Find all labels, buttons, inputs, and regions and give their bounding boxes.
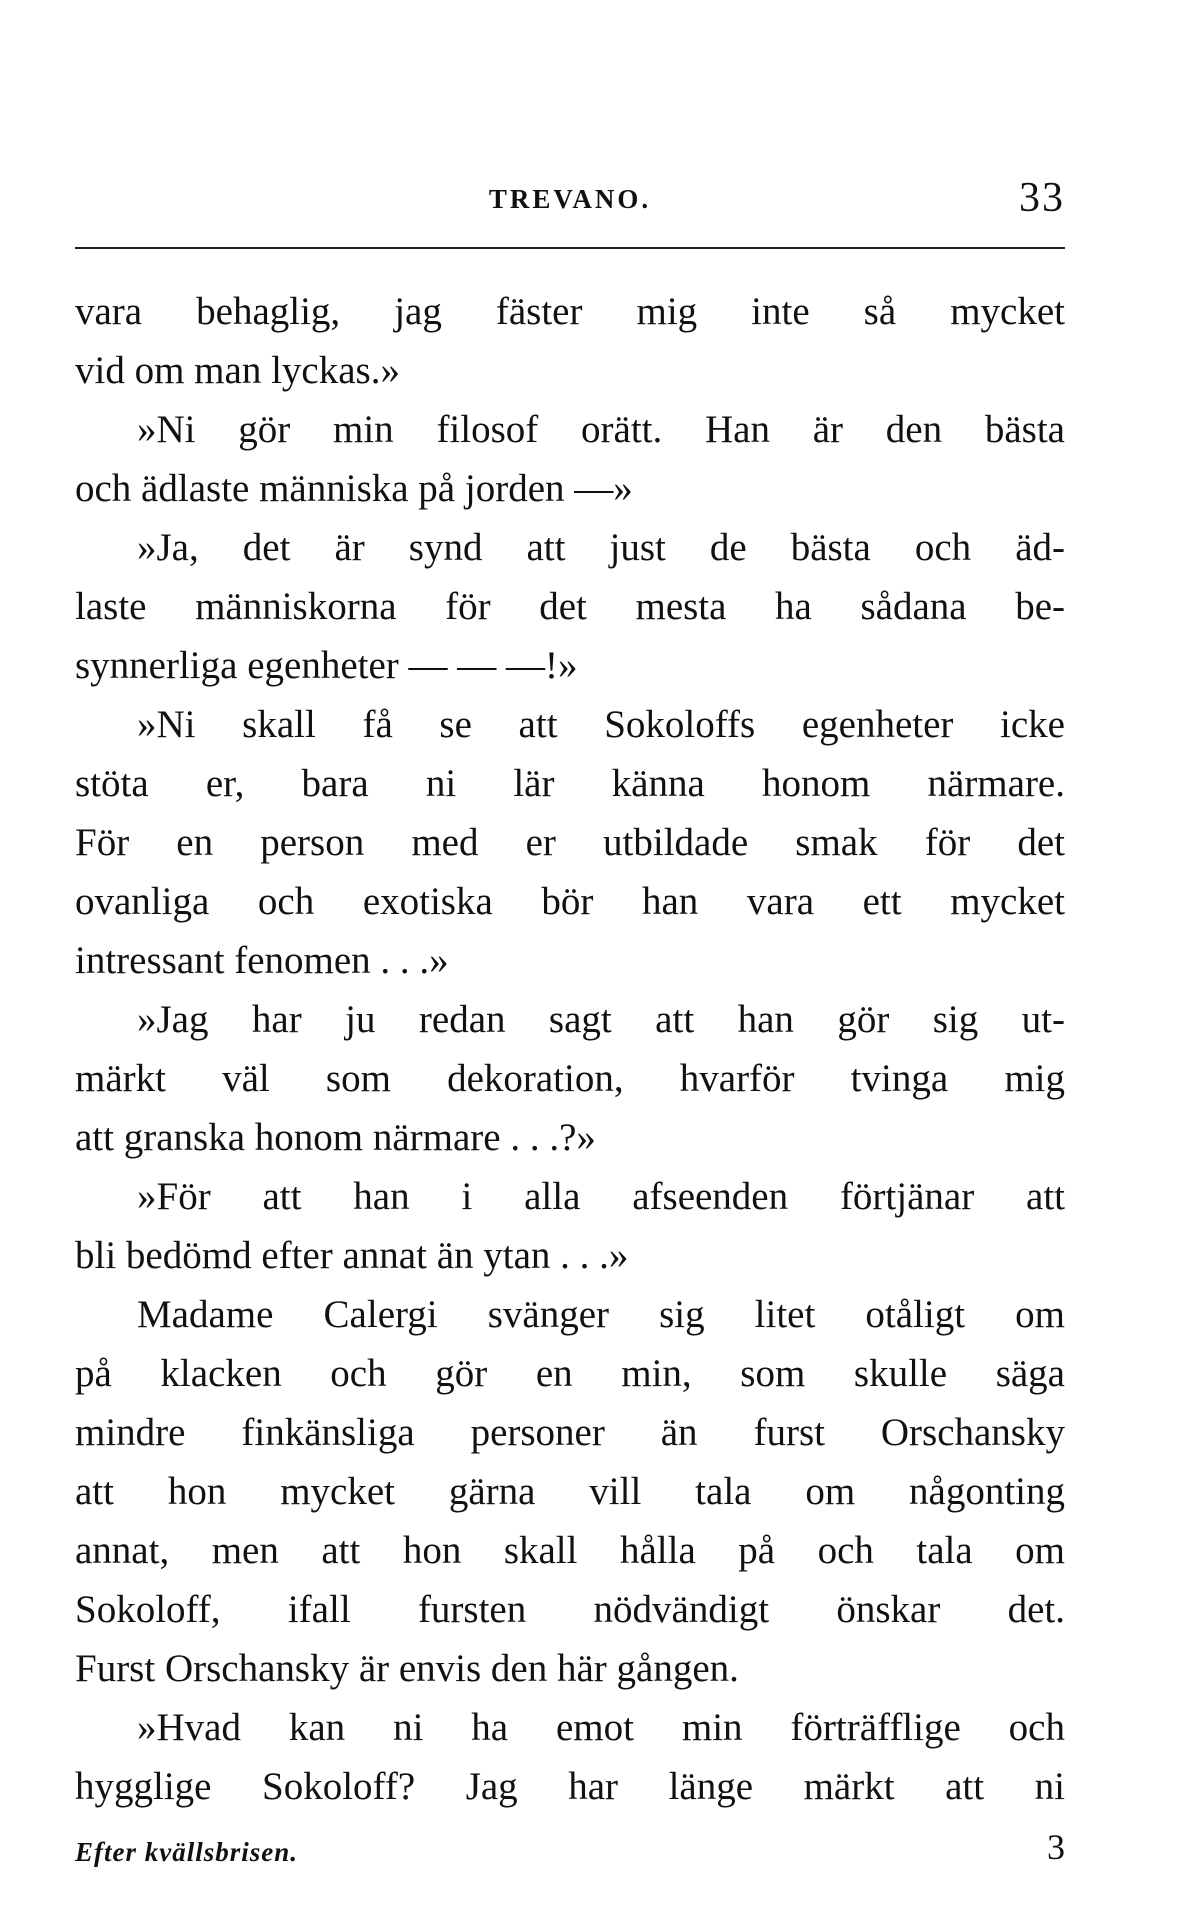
text-line: »Ni skall få se att Sokoloffs egenheter icke — [137, 703, 1065, 746]
header-rule — [75, 247, 1065, 249]
text-line: Sokoloff, ifall fursten nödvändigt önskar det. — [75, 1588, 1065, 1631]
text-line: ovanliga och exotiska bör han vara ett mycket — [75, 880, 1065, 923]
text-line: Furst Orschansky är envis den här gången. — [75, 1647, 739, 1690]
text-line: vid om man lyckas.» — [75, 349, 400, 392]
body-text — [75, 282, 1065, 1816]
text-line: »Jag har ju redan sagt att han gör sig ut- — [137, 998, 1065, 1041]
text-line: Madame Calergi svänger sig litet otåligt om — [137, 1293, 1065, 1336]
signature-mark: Efter kvällsbrisen. — [75, 1837, 299, 1867]
running-title: TREVANO. — [488, 184, 652, 214]
text-line: laste människorna för det mesta ha sådana be- — [75, 585, 1065, 628]
text-line: »Ni gör min filosof orätt. Han är den bästa — [137, 408, 1065, 451]
text-line: »Ja, det är synd att just de bästa och äd- — [137, 526, 1065, 569]
text-line: mindre finkänsliga personer än furst Orschansky — [75, 1411, 1065, 1454]
text-line: att granska honom närmare . . .?» — [75, 1116, 596, 1159]
text-line: att hon mycket gärna vill tala om någonting — [75, 1470, 1065, 1513]
text-line: »För att han i alla afseenden förtjänar att — [137, 1175, 1065, 1218]
text-line: »Hvad kan ni ha emot min förträfflige och — [137, 1706, 1065, 1749]
text-line: intressant fenomen . . .» — [75, 939, 449, 982]
running-head — [75, 175, 1065, 234]
text-line: på klacken och gör en min, som skulle säga — [75, 1352, 1065, 1395]
text-line: För en person med er utbildade smak för det — [75, 821, 1065, 864]
signature-number: 3 — [1047, 1827, 1065, 1867]
text-line: annat, men att hon skall hålla på och tala om — [75, 1529, 1065, 1572]
text-line: vara behaglig, jag fäster mig inte så mycket — [75, 290, 1065, 333]
text-line: bli bedömd efter annat än ytan . . .» — [75, 1234, 629, 1277]
text-line: hygglige Sokoloff? Jag har länge märkt att ni — [75, 1765, 1065, 1808]
text-line: stöta er, bara ni lär känna honom närmare. — [75, 762, 1065, 805]
page-number: 33 — [1019, 175, 1065, 221]
text-line: och ädlaste människa på jorden —» — [75, 467, 633, 510]
text-line: märkt väl som dekoration, hvarför tvinga mig — [75, 1057, 1065, 1100]
text-line: synnerliga egenheter — — —!» — [75, 644, 578, 687]
